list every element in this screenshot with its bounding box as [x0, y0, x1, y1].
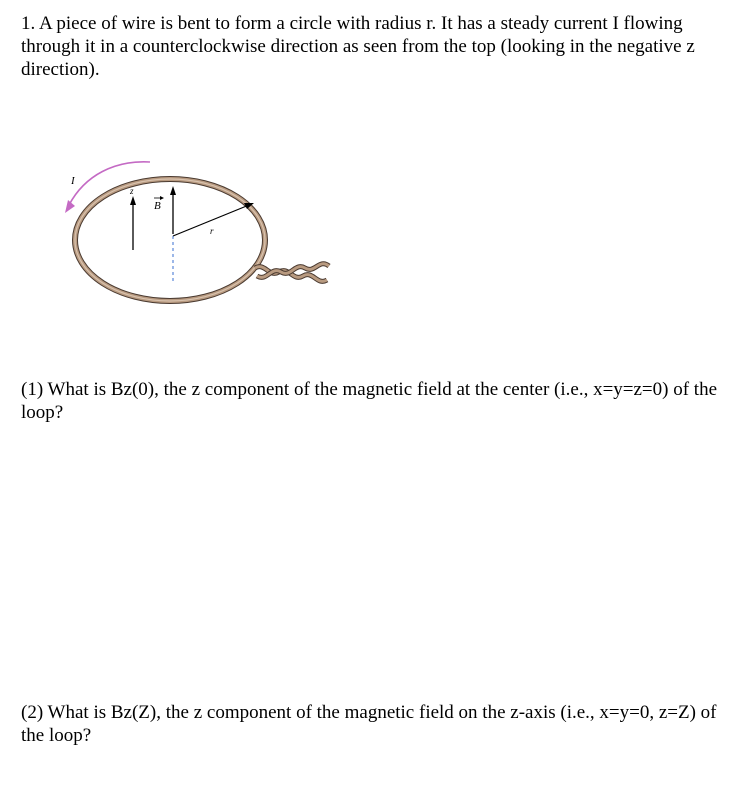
- current-label: I: [71, 175, 75, 187]
- current-arrowhead: [65, 200, 75, 213]
- current-loop-diagram: [55, 150, 345, 310]
- wire-loop: [75, 179, 265, 301]
- radius-label: r: [210, 226, 214, 236]
- field-label-vector-arrowhead: [160, 196, 164, 200]
- z-axis-label: z: [130, 186, 134, 196]
- twisted-wire-leads: [255, 264, 329, 282]
- loop-figure: [55, 150, 345, 310]
- question-1: (1) What is Bz(0), the z component of the magnetic field at the center (i.e., x=y=z=0) of the loop?: [21, 379, 718, 423]
- field-label: B: [154, 200, 161, 212]
- z-axis-arrowhead: [130, 196, 136, 205]
- field-vector-arrowhead: [170, 186, 176, 195]
- question-2: (2) What is Bz(Z), the z component of the magnetic field on the z-axis (i.e., x=y=0, z=Z) of the loop?: [21, 702, 717, 746]
- problem-intro: 1. A piece of wire is bent to form a circle with radius r. It has a steady current I flowing through it in a counterclockwise direction as seen from the top (looking in the negative z direction).: [21, 13, 695, 80]
